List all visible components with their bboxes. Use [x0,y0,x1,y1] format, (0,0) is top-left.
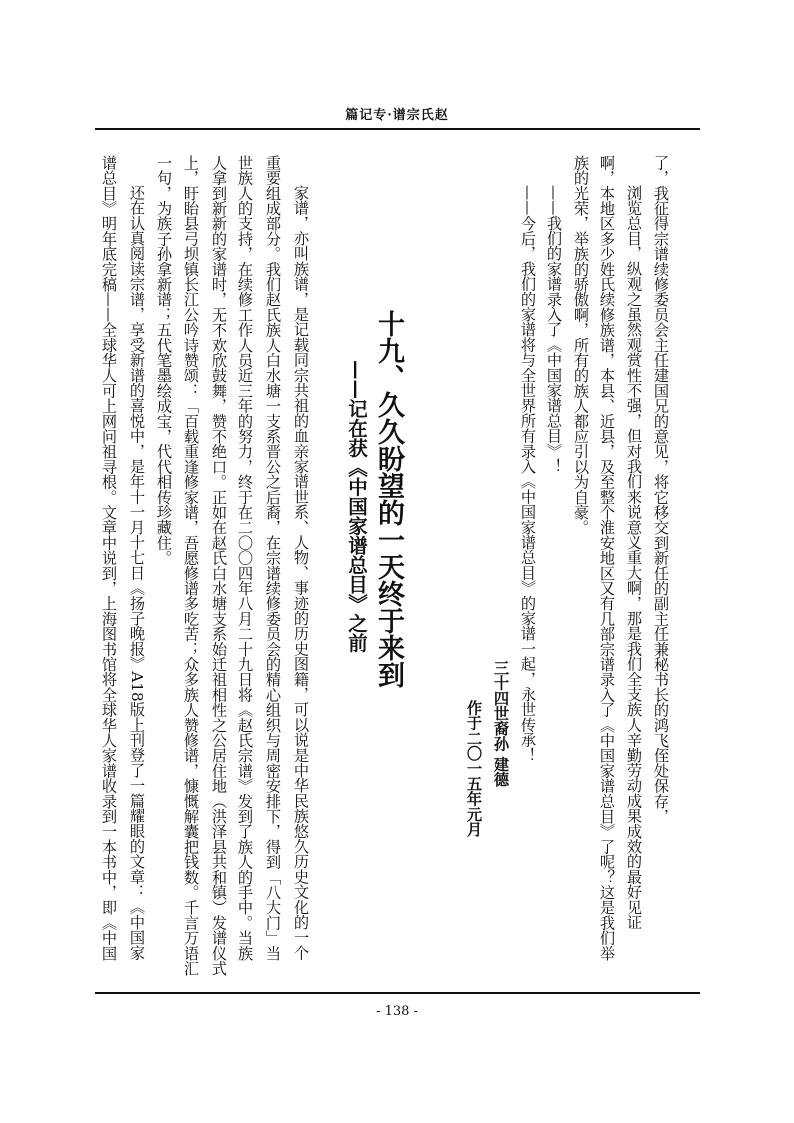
running-header: 篇记专·谱宗氏赵 [345,108,449,123]
text-column: 谱总目》明年底完稿——全球华人可上网问祖寻根。文章中说到，上海图书馆将全球华人家谱收录到一本书中，即《中国 [100,155,118,961]
text-column: 家谱，亦叫族谱，是记载同宗共祖的血亲家谱世系、人物、事迹的历史图籍，可以说是中华民族悠久历史文化的一个 [292,185,310,961]
text-column: 啊，本地区多少姓氏续修族谱，本县、近县，及至整个淮安地区又有几部宗谱录入了《中国家谱总目》了呢？这是我们举 [598,155,616,961]
text-column: 世族人的支持，在续修工作人员近三年的努力，终于在二〇〇四年八月二十九日将《赵氏宗谱》发到了族人的手中。当族 [236,155,254,961]
text-column: 上，盱眙县弓坝镇长江公吟诗赞颂：「百载重逢修家谱，吾愿修谱多吃苦；众多族人赞修谱，慷慨解囊把钱数。千言万语汇 [182,155,200,976]
text-column: 重要组成部分。我们赵氏族人白水塘一支系晋公之后裔，在宗谱续修委员会的精心组织与周密安排下，得到「八大门」当 [264,155,282,961]
header-rule [95,128,700,130]
text-column: ——我们的家谱录入了《中国家谱总目》！ [545,185,563,474]
text-column: 还在认真阅读宗谱，享受新谱的喜悦中，是年十一月十七日《扬子晚报》A18版上刊登了一篇耀眼的文章：《中国家 [128,185,146,961]
signature-date: 作于二〇一五年元月 [465,700,483,837]
footer-rule [95,992,700,994]
chapter-title: 十九、久久盼望的一天终于来到 [373,310,404,688]
chapter-subtitle: ——记在获《中国家谱总目》之前 [345,360,368,653]
text-column: 族的光荣，举族的骄傲啊，所有的族人都应引以为自豪。 [572,155,590,535]
text-column: 了，我征得宗谱续修委员会主任建国兄的意见，将它移交到新任的副主任兼秘书长的鸿飞侄处保存， [652,155,670,824]
text-column: 人拿到新新的家谱时，无不欢欣鼓舞，赞不绝口。正如在赵氏白水塘支系始迁祖相性之公居住地（洪泽县共和镇）发谱仪式 [210,155,228,976]
author-signature: 三十四世裔孙 建德 [492,660,510,787]
text-column: 一句，为族子孙拿新谱；五代笔墨绘成宝，代代相传珍藏住。 [155,155,173,566]
page-number: - 138 - [376,1004,418,1019]
text-column: ——今后，我们的家谱将与全世界所有录入《中国家谱总目》的家谱一起，永世传承！ [519,185,537,763]
text-column: 浏览总目，纵观之虽然观赏性不强，但对我们来说意义重大啊，那是我们全支族人辛勤劳动成果成效的最好见证 [625,185,643,930]
